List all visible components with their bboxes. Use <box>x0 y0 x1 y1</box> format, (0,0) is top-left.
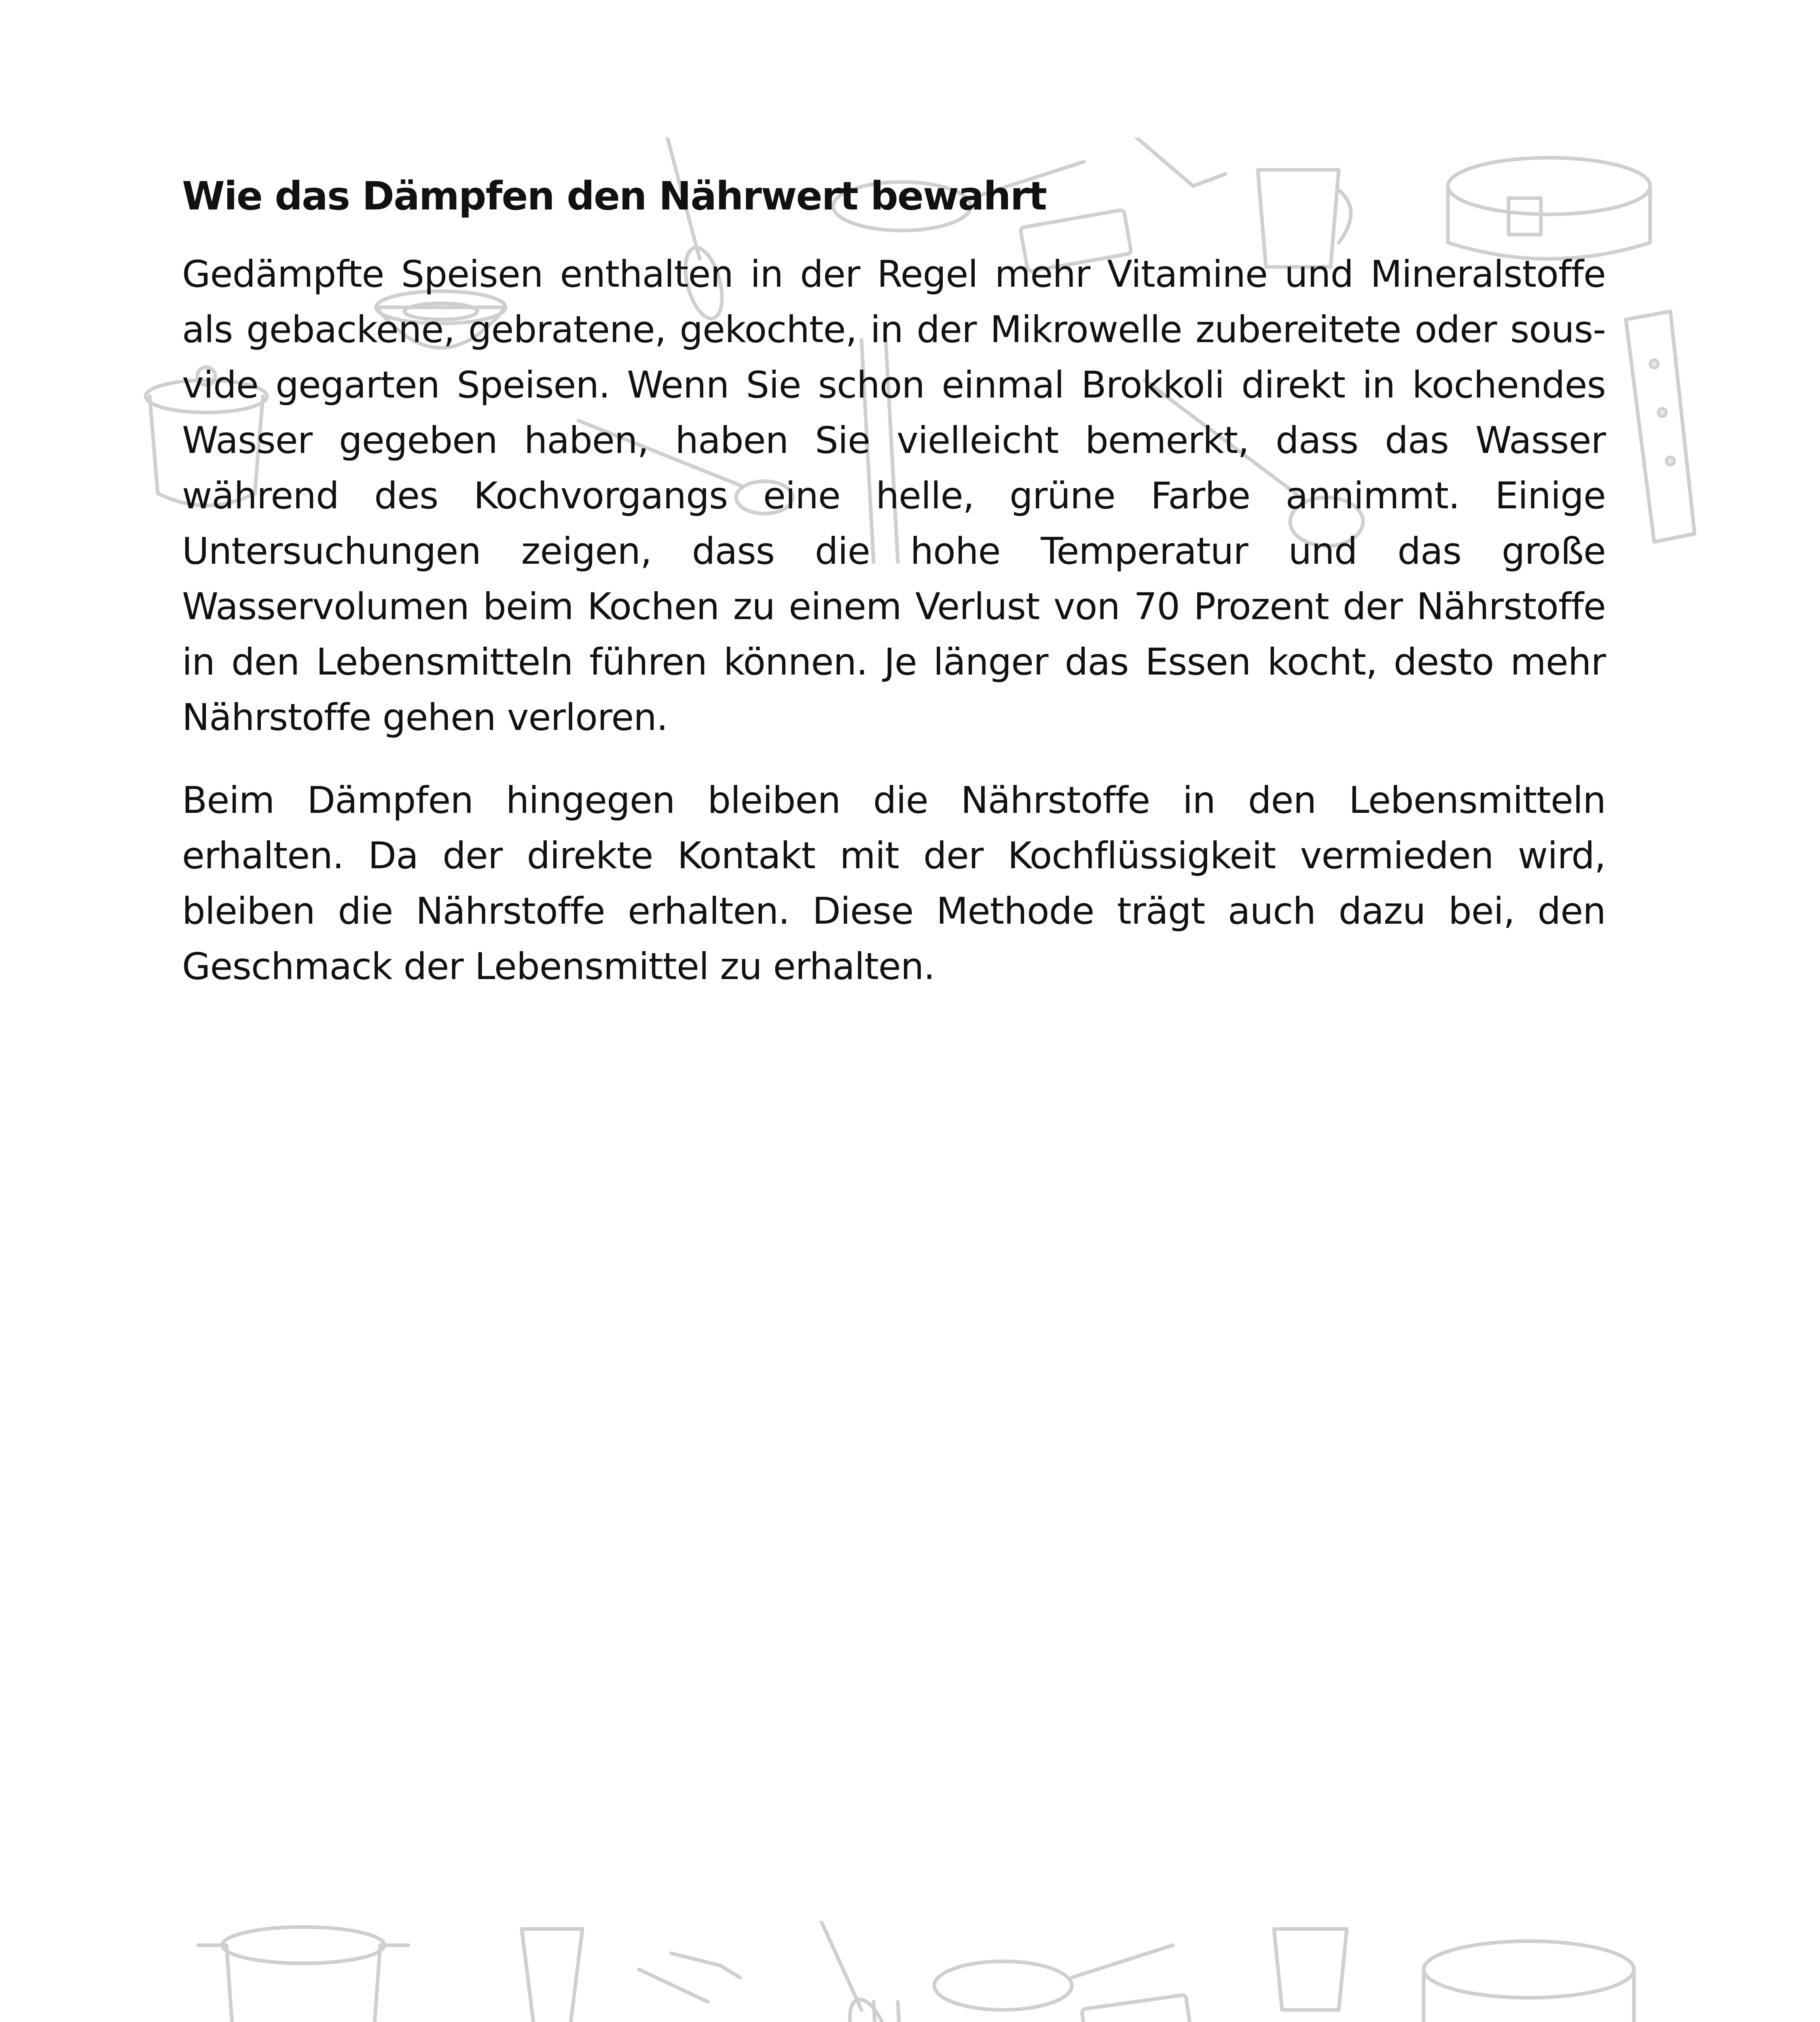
kitchen-utensils-watermark-bottom <box>133 1921 1699 2022</box>
cake-tin-icon <box>1424 1941 1634 2022</box>
glass-icon <box>522 1929 582 2022</box>
rolling-pin-icon <box>874 2002 910 2022</box>
stock-pot-icon <box>198 1927 408 2022</box>
section-heading: Wie das Dämpfen den Nährwert bewahrt <box>182 173 1046 219</box>
jug-icon <box>1274 1929 1347 2010</box>
frying-pan-icon <box>934 1945 1173 2010</box>
cutting-board-icon <box>1081 1995 1191 2022</box>
grater-icon <box>1626 311 1695 542</box>
paragraph-1: Gedämpfte Speisen enthalten in der Regel mehr Vitamine und Mineralstoffe als gebackene, gebratene, gekochte, in der Mikrowelle zubereitete oder sous-vide gegarten Speisen. Wenn Sie schon einmal Brokkoli direkt in kochendes Wasser gegeben haben, haben Sie vielleicht bemerkt, dass das Wasser während des Kochvorgangs eine helle, grüne Farbe annimmt. Einige Untersuchungen zeigen, dass die hohe Temperatur und das große Wasservolumen beim Kochen zu einem Verlust von 70 Prozent der Nährstoffe in den Lebensmitteln führen können. Je länger das Essen kocht, desto mehr Nährstoffe gehen verloren. <box>182 253 1606 739</box>
whisk-icon <box>821 1921 897 2022</box>
paragraph-2: Beim Dämpfen hingegen bleiben die Nährstoffe in den Lebensmitteln erhalten. Da der direkte Kontakt mit der Kochflüssigkeit vermieden wird, bleiben die Nährstoffe erhalten. Diese Methode trägt auch dazu bei, den Geschmack der Lebensmittel zu erhalten. <box>182 779 1606 988</box>
knife-icon <box>639 1953 740 2002</box>
main-content <box>182 170 1606 1022</box>
